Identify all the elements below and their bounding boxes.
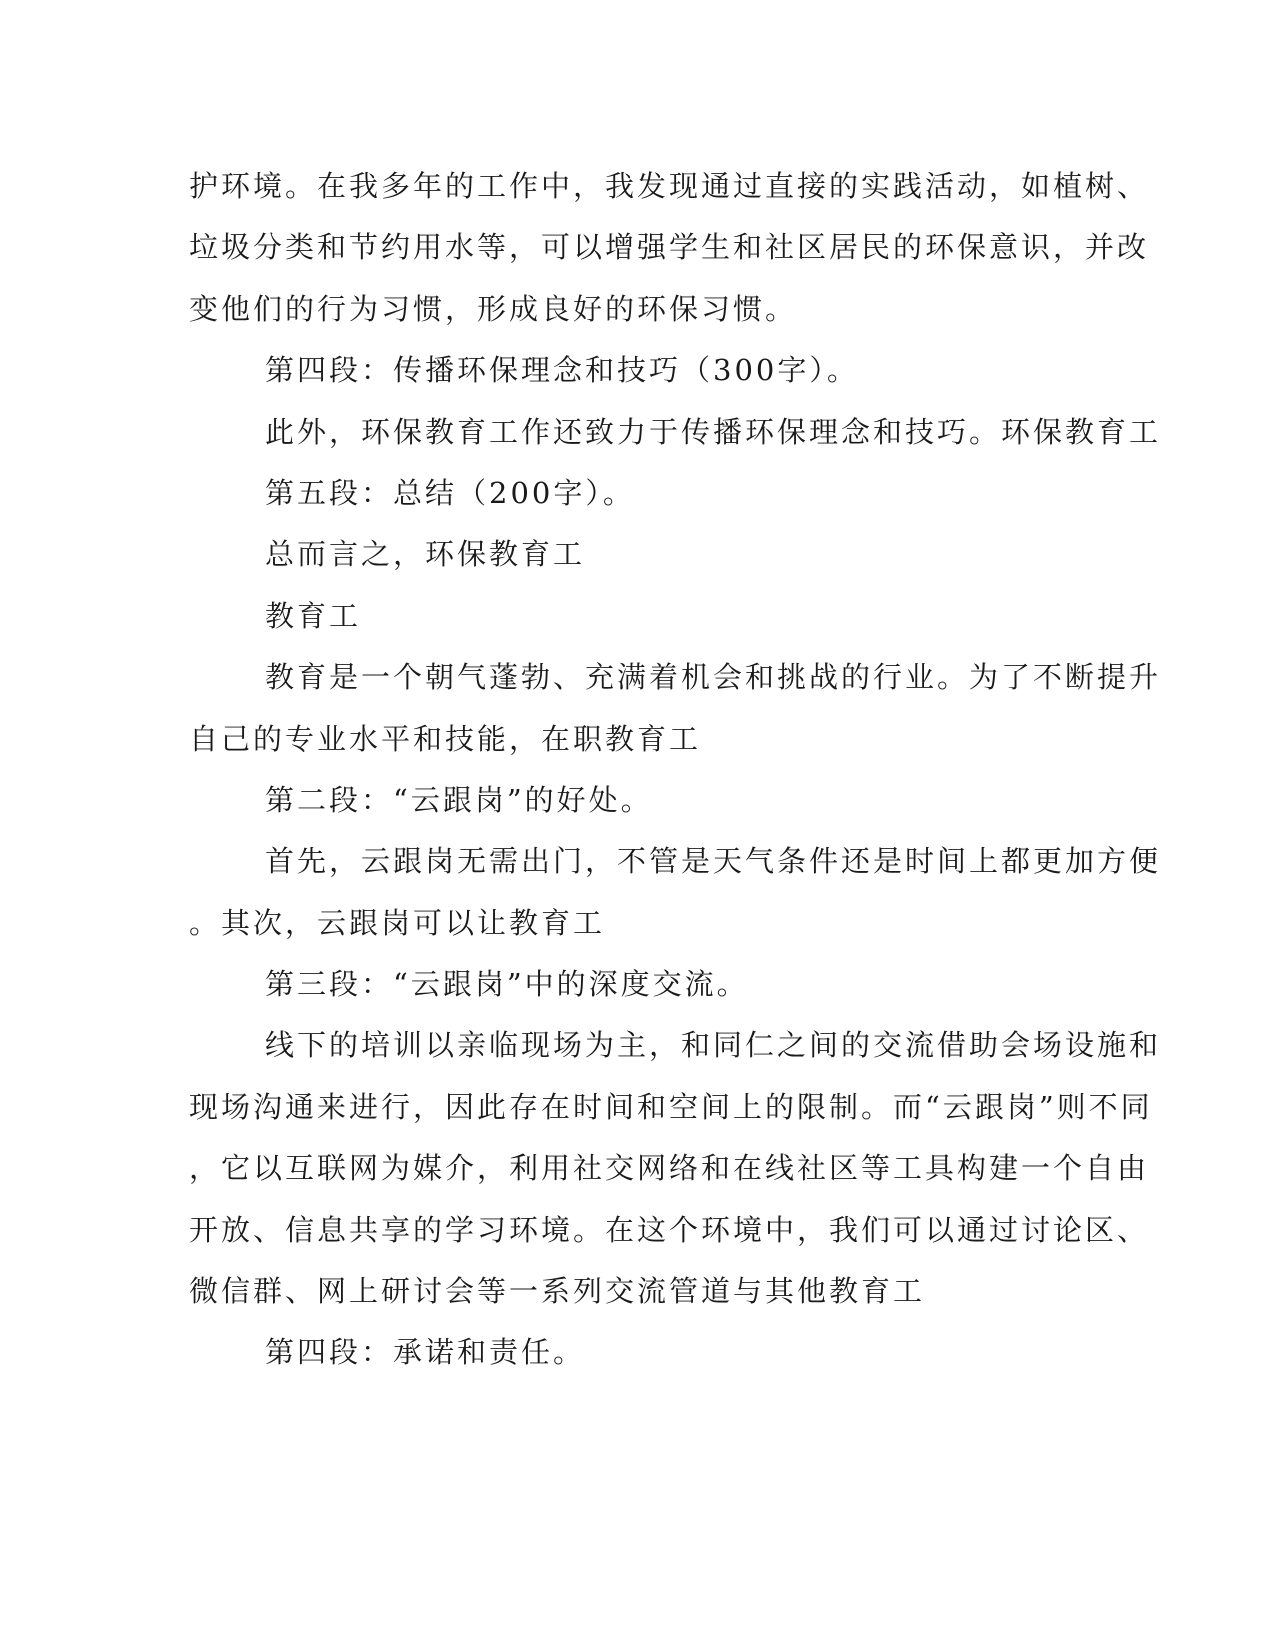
section-heading: 第四段：承诺和责任。 (265, 1335, 586, 1370)
text-line: 首先，云跟岗无需出门，不管是天气条件还是时间上都更加方便 (265, 844, 1162, 879)
text-line: ，它以互联网为媒介，利用社交网络和在线社区等工具构建一个自由 (189, 1151, 1150, 1186)
document-body (189, 166, 1162, 1394)
text-line: 护环境。在我多年的工作中，我发现通过直接的实践活动，如植树、 (189, 169, 1150, 203)
section-heading: 第五段：总结（200字）。 (265, 475, 635, 510)
text-line: 现场沟通来进行，因此存在时间和空间上的限制。而“云跟岗”则不同 (189, 1089, 1153, 1124)
section-heading: 第二段：“云跟岗”的好处。 (265, 782, 653, 817)
text-line: 线下的培训以亲临现场为主，和同仁之间的交流借助会场设施和 (265, 1028, 1162, 1063)
text-line: 。其次，云跟岗可以让教育工 (189, 905, 606, 940)
section-heading: 第三段：“云跟岗”中的深度交流。 (265, 967, 749, 1002)
text-line: 变他们的行为习惯，形成良好的环保习惯。 (189, 291, 798, 326)
text-line: 自己的专业水平和技能，在职教育工 (189, 721, 702, 756)
text-line: 微信群、网上研讨会等一系列交流管道与其他教育工 (189, 1274, 926, 1309)
section-heading: 第四段：传播环保理念和技巧（300字）。 (265, 353, 859, 388)
text-line: 此外，环保教育工作还致力于传播环保理念和技巧。环保教育工 (265, 414, 1162, 449)
text-line: 教育是一个朝气蓬勃、充满着机会和挑战的行业。为了不断提升 (265, 660, 1162, 695)
text-line: 总而言之，环保教育工 (265, 537, 586, 572)
text-line: 教育工 (265, 598, 362, 633)
text-line: 开放、信息共享的学习环境。在这个环境中，我们可以通过讨论区、 (189, 1212, 1150, 1247)
text-line: 垃圾分类和节约用水等，可以增强学生和社区居民的环保意识，并改 (189, 230, 1150, 265)
